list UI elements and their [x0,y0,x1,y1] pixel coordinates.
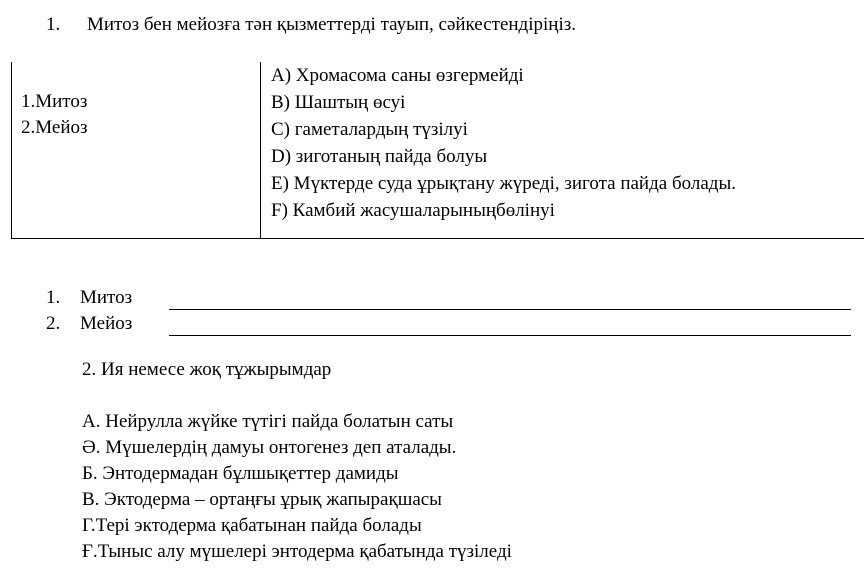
answer-2-number: 2. [46,313,61,334]
statement-b: Б. Энтодермадан бұлшықеттер дамиды [82,463,399,484]
right-item-a: A) Хромасома саны өзгермейді [271,65,524,86]
statement-ae: Ә. Мүшелердің дамуы онтогенез деп аталады. [82,437,457,458]
answer-1-number: 1. [46,287,61,308]
right-item-c: C) гаметалардың түзілуі [271,119,468,140]
statement-a: А. Нейрулла жүйке түтігі пайда болатын саты [82,411,454,432]
answer-2-label: Мейоз [80,313,133,334]
question-2-title: 2. Ия немесе жоқ тұжырымдар [82,359,332,380]
answer-1-label: Митоз [80,287,133,308]
statement-gh: Ғ.Тыныс алу мүшелері энтодерма қабатында түзіледі [82,541,512,562]
right-item-f: F) Камбий жасушаларыныңбөлінуі [271,200,555,221]
left-item-mitosis: 1.Митоз [21,91,88,112]
left-item-meiosis: 2.Мейоз [21,117,88,138]
answer-2-line[interactable] [169,335,851,336]
right-item-e: E) Мүктерде суда ұрықтану жүреді, зигота пайда болады. [271,173,736,194]
question-1-number: 1. [46,14,61,35]
answer-1-line[interactable] [169,309,851,310]
right-item-d: D) зиготаның пайда болуы [271,146,488,167]
table-bottom-border [11,238,864,239]
right-item-b: B) Шаштың өсуі [271,92,406,113]
statement-g: Г.Тері эктодерма қабатынан пайда болады [82,515,422,536]
question-1-title: Митоз бен мейозға тән қызметтерді тауып, сәйкестендіріңіз. [87,14,576,35]
table-column-divider [260,62,261,239]
statement-v: В. Эктодерма – ортаңғы ұрық жапырақшасы [82,489,442,510]
table-left-border [11,62,12,239]
